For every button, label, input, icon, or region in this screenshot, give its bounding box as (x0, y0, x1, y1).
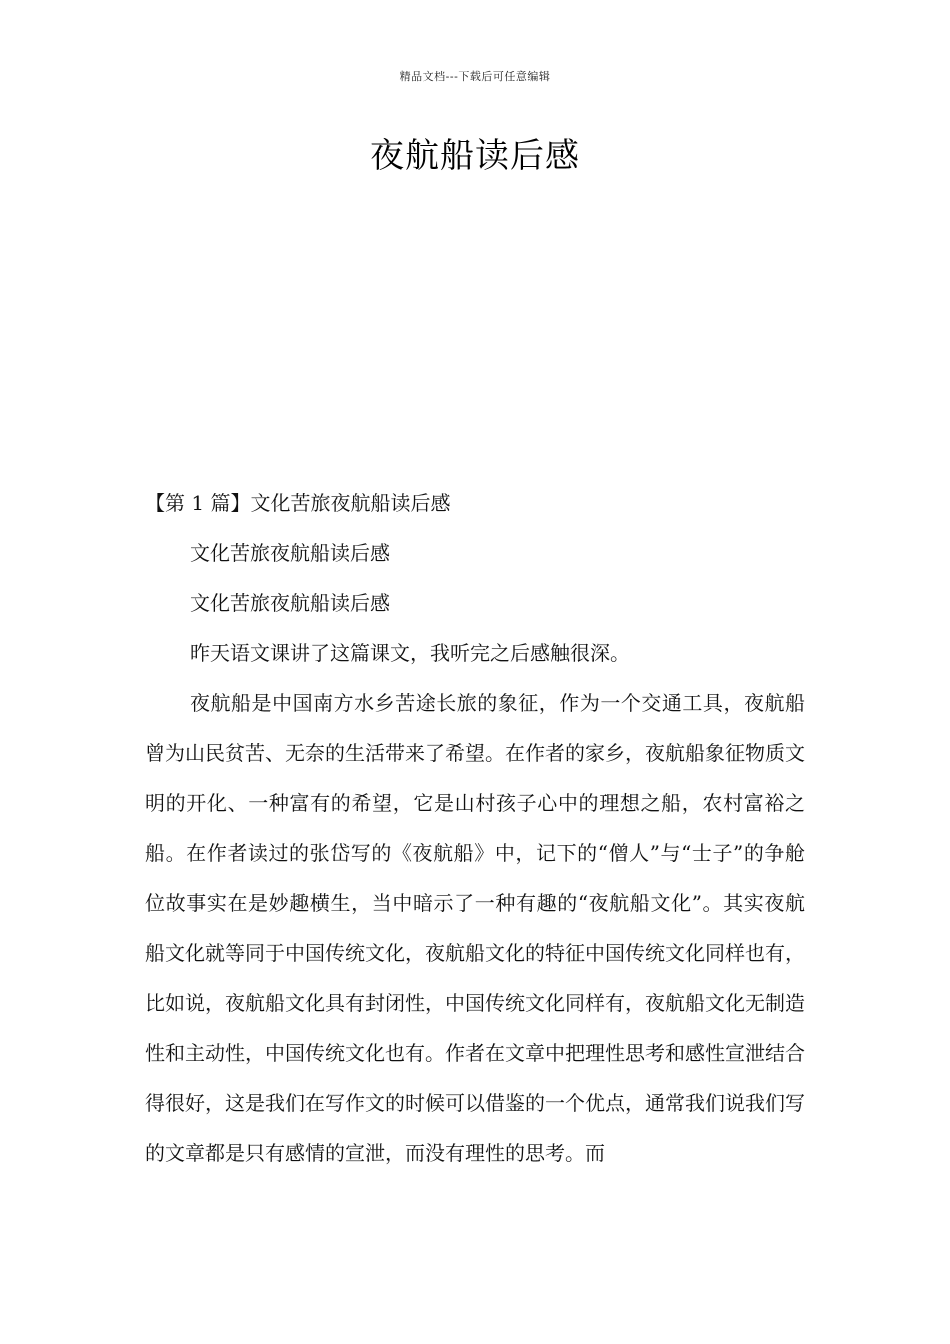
body-paragraph: 夜航船是中国南方水乡苦途长旅的象征，作为一个交通工具，夜航船曾为山民贫苦、无奈的生活带来了希望。在作者的家乡，夜航船象征物质文明的开化、一种富有的希望，它是山村孩子心中的理想之船，农村富裕之船。在作者读过的张岱写的《夜航船》中，记下的“僧人”与“士子”的争舱位故事实在是妙趣横生，当中暗示了一种有趣的“夜航船文化”。其实夜航船文化就等同于中国传统文化，夜航船文化的特征中国传统文化同样也有，比如说，夜航船文化具有封闭性，中国传统文化同样有，夜航船文化无制造性和主动性，中国传统文化也有。作者在文章中把理性思考和感性宣泄结合得很好，这是我们在写作文的时候可以借鉴的一个优点，通常我们说我们写的文章都是只有感情的宣泄，而没有理性的思考。而 (145, 691, 805, 1165)
subtitle-line-1: 文化苦旅夜航船读后感 (190, 541, 390, 565)
header-note: 精品文档---下载后可任意编辑 (399, 70, 551, 83)
intro-paragraph: 昨天语文课讲了这篇课文，我听完之后感触很深。 (190, 641, 630, 665)
subtitle-line-2: 文化苦旅夜航船读后感 (190, 591, 390, 615)
section-heading: 【第 1 篇】文化苦旅夜航船读后感 (145, 491, 451, 515)
document-body (145, 478, 805, 1178)
document-title: 夜航船读后感 (370, 136, 580, 176)
